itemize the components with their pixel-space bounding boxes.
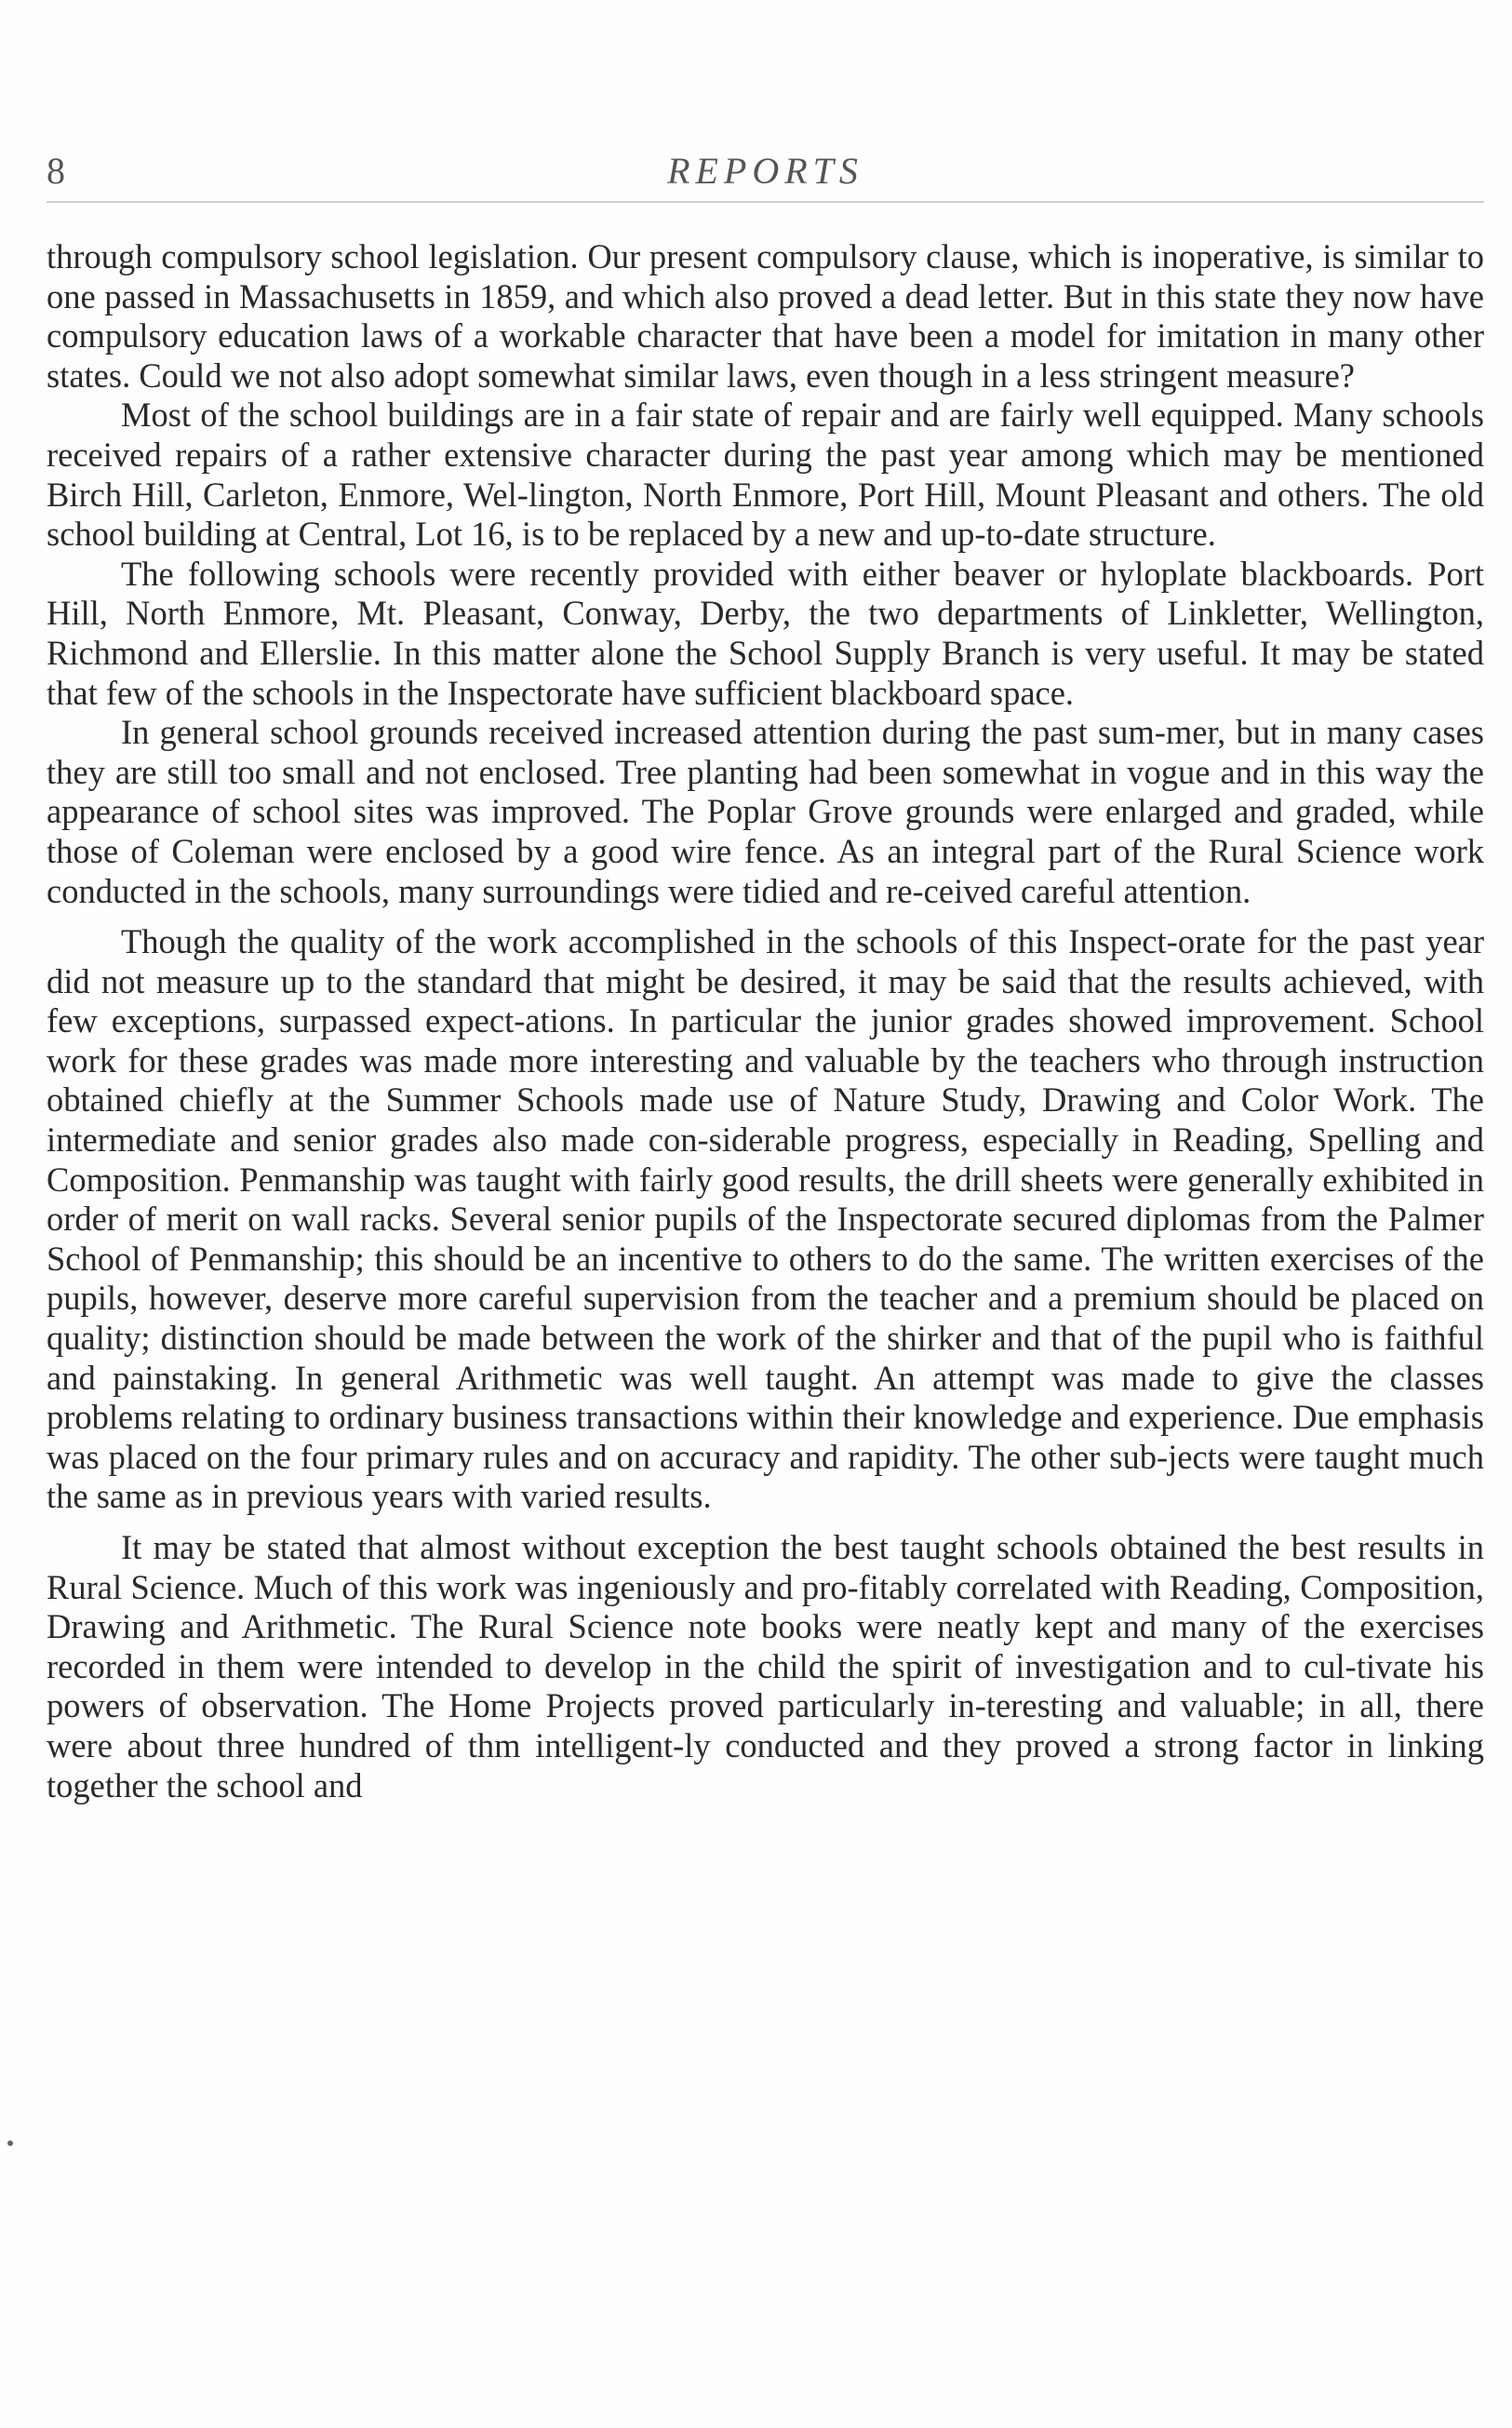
paragraph-rural-science: It may be stated that almost without exception the best taught schools obtained the best results in Rural Science. Much of this work was ingeniously and pro-fitably correlated with Reading, Composition, Drawing and Arithmetic. The Rural Science note books were neatly kept and many of the exercises recorded in them were intended to develop in the child the spirit of investigation and to cul-tivate his powers of observation. The Home Projects proved particularly in-teresting and valuable; in all, there were about three hundred of thm intelligent-ly conducted and they proved a strong factor in linking together the school and (47, 1528, 1484, 1804)
paragraph-blackboards: The following schools were recently provided with either beaver or hyloplate blackboards. Port Hill, North Enmore, Mt. Pleasant, Conway, Derby, the two departments of Linkletter, Wellington, Richmond and Ellerslie. In this matter alone the School Supply Branch is very useful. It may be stated that few of the schools in the Inspectorate have sufficient blackboard space. (47, 554, 1484, 712)
paragraph-school-grounds: In general school grounds received increased attention during the past sum-mer, but in many cases they are still too small and not enclosed. Tree planting had been somewhat in vogue and in this way the appearance of school sites was improved. The Poplar Grove grounds were enlarged and graded, while those of Coleman were enclosed by a good wire fence. As an integral part of the Rural Science work conducted in the schools, many surroundings were tidied and re-ceived careful attention. (47, 713, 1484, 910)
paragraph-compulsory-legislation: through compulsory school legislation. Our present compulsory clause, which is inoperative, is similar to one passed in Massachusetts in 1859, and which also proved a dead letter. But in this state they now have compulsory education laws of a workable character that have been a model for imitation in many other states. Could we not also adopt somewhat similar laws, even though in a less stringent measure? (47, 237, 1484, 395)
page-number: 8 (47, 150, 65, 192)
paragraph-school-buildings: Most of the school buildings are in a fair state of repair and are fairly well equipped. Many schools received repairs of a rather extensive character during the past year among which may be mentioned Birch Hill, Carleton, Enmore, Wel-lington, North Enmore, Port Hill, Mount Pleasant and others. The old school building at Central, Lot 16, is to be replaced by a new and up-to-date structure. (47, 396, 1484, 554)
ink-speck (7, 2140, 13, 2146)
header-divider (47, 201, 1484, 203)
running-head (47, 149, 1484, 205)
section-title: REPORTS (667, 150, 863, 192)
paragraph-quality-of-work: Though the quality of the work accomplished in the schools of this Inspect-orate for the past year did not measure up to the standard that might be desired, it may be said that the results achieved, with few exceptions, surpassed expect-ations. In particular the junior grades showed improvement. School work for these grades was made more interesting and valuable by the teachers who through instruction obtained chiefly at the Summer Schools made use of Nature Study, Drawing and Color Work. The intermediate and senior grades also made con-siderable progress, especially in Reading, Spelling and Composition. Penmanship was taught with fairly good results, the drill sheets were generally exhibited in order of merit on wall racks. Several senior pupils of the Inspectorate secured diplomas from the Palmer School of Penmanship; this should be an incentive to others to do the same. The written exercises of the pupils, however, deserve more careful supervision from the teacher and a premium should be placed on quality; distinction should be made between the work of the shirker and that of the pupil who is faithful and painstaking. In general Arithmetic was well taught. An attempt was made to give the classes problems relating to ordinary business transactions within their knowledge and experience. Due emphasis was placed on the four primary rules and on accuracy and rapidity. The other sub-jects were taught much the same as in previous years with varied results. (47, 922, 1484, 1516)
body-text (47, 237, 1484, 1805)
